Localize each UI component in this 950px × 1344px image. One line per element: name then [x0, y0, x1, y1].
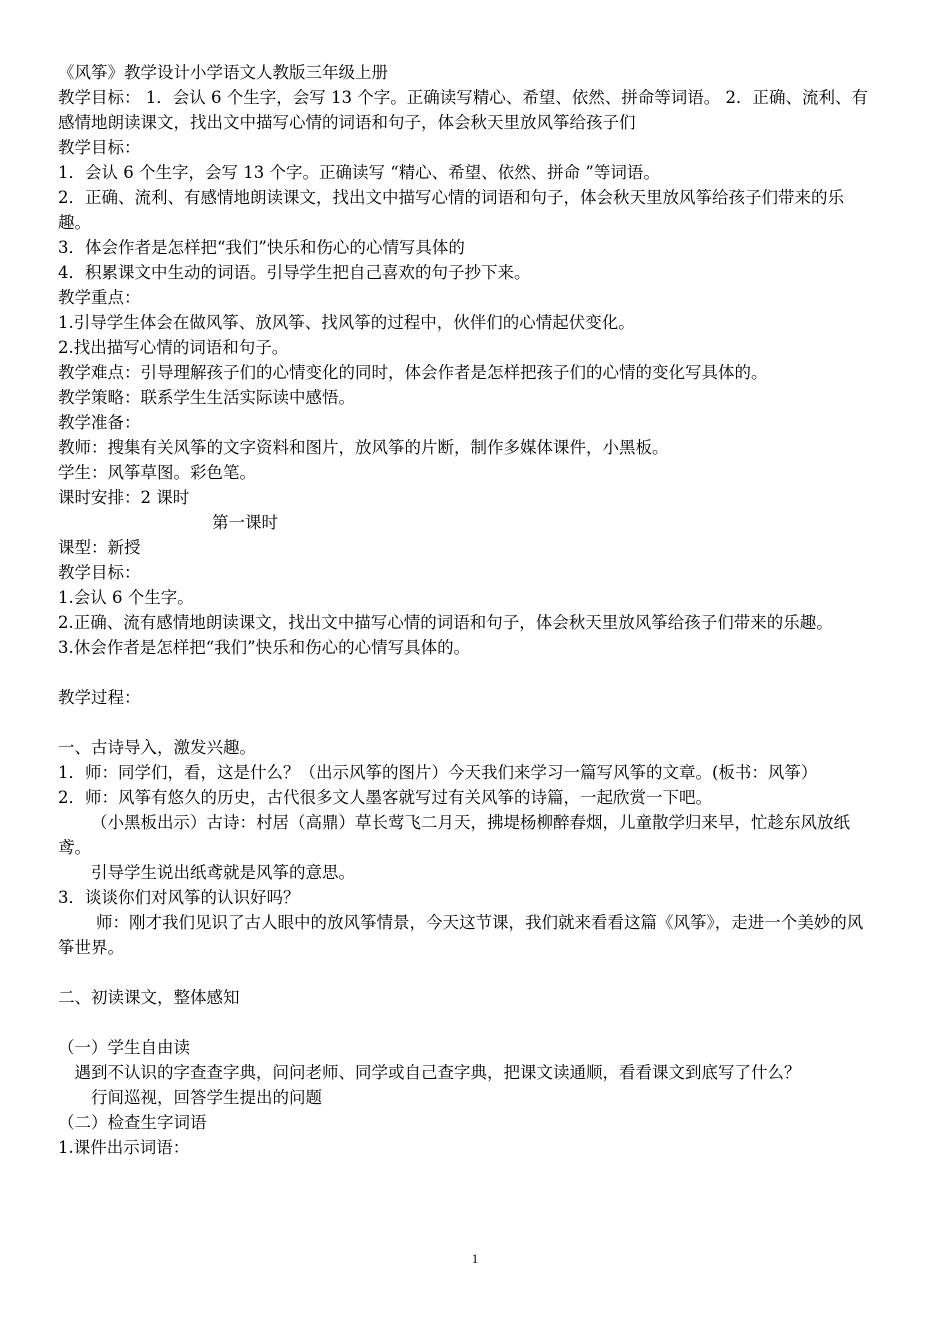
paragraph: 遇到不认识的字查查字典，问问老师、同学或自己查字典，把课文读通顺，看看课文到底写了什么？	[74, 1063, 801, 1082]
paragraph: 学生：风筝草图。彩色笔。	[58, 463, 256, 482]
section-heading: 教学准备：	[58, 413, 141, 432]
paragraph: 教学目标： 1．会认 6 个生字，会写 13 个字。正确读写精心、希望、依然、拼命等词语。 2．正确、流利、有感情地朗读课文，找出文中描写心情的词语和句子，体会秋天里放风筝给孩子们	[58, 88, 868, 132]
paragraph: 课型：新授	[58, 538, 141, 557]
section-heading: 教学目标：	[58, 563, 141, 582]
paragraph: 3．谈谈你们对风筝的认识好吗？	[58, 888, 300, 907]
document-title: 《风筝》教学设计小学语文人教版三年级上册	[58, 63, 388, 82]
paragraph: 教师：搜集有关风筝的文字资料和图片，放风筝的片断，制作多媒体课件，小黑板。	[58, 438, 669, 457]
blank-line	[58, 660, 868, 685]
subsection-heading: （一）学生自由读	[58, 1038, 190, 1057]
section-heading: 教学过程：	[58, 688, 141, 707]
paragraph: 2．师：风筝有悠久的历史，古代很多文人墨客就写过有关风筝的诗篇，一起欣赏一下吧。	[58, 788, 712, 807]
section-heading: 教学重点：	[58, 288, 141, 307]
paragraph: （小黑板出示）古诗：村居（高鼎）草长莺飞二月天，拂堤杨柳醉春烟，儿童散学归来早，忙趁东风放纸鸢。	[58, 813, 850, 857]
lesson-heading: 第一课时	[212, 513, 278, 532]
paragraph: 4．积累课文中生动的词语。引导学生把自己喜欢的句子抄下来。	[58, 263, 531, 282]
document-page	[58, 60, 868, 1160]
paragraph: 教学目标：	[58, 138, 141, 157]
blank-line	[58, 960, 868, 985]
paragraph: 1．师：同学们，看，这是什么？（出示风筝的图片）今天我们来学习一篇写风筝的文章。(板书：风筝）	[58, 763, 818, 782]
paragraph: 2.正确、流有感情地朗读课文，找出文中描写心情的词语和句子，体会秋天里放风筝给孩子们带来的乐趣。	[58, 613, 833, 632]
blank-line	[58, 710, 868, 735]
paragraph: 教学策略：联系学生生活实际读中感悟。	[58, 388, 355, 407]
paragraph: 1.引导学生体会在做风筝、放风筝、找风筝的过程中，伙伴们的心情起伏变化。	[58, 313, 635, 332]
paragraph: 2.找出描写心情的词语和句子。	[58, 338, 289, 357]
paragraph: 教学难点：引导理解孩子们的心情变化的同时，体会作者是怎样把孩子们的心情的变化写具体的。	[58, 363, 768, 382]
paragraph: 3．体会作者是怎样把“我们”快乐和伤心的心情写具体的	[58, 238, 465, 257]
paragraph: 引导学生说出纸鸢就是风筝的意思。	[91, 863, 355, 882]
paragraph: 3.休会作者是怎样把“我们”快乐和伤心的心情写具体的。	[58, 638, 471, 657]
blank-line	[58, 1010, 868, 1035]
section-heading: 一、古诗导入，激发兴趣。	[58, 738, 256, 757]
page-number: 1	[471, 1251, 479, 1266]
paragraph: 师：刚才我们见识了古人眼中的放风筝情景，今天这节课，我们就来看看这篇《风筝》，走进一个美妙的风筝世界。	[58, 913, 864, 957]
paragraph: 1．会认 6 个生字，会写 13 个字。正确读写 “精心、希望、依然、拼命 ”等词语。	[58, 163, 660, 182]
paragraph: 1.会认 6 个生字。	[58, 588, 194, 607]
paragraph: 课时安排：2 课时	[58, 488, 190, 507]
subsection-heading: （二）检查生字词语	[58, 1113, 207, 1132]
paragraph: 行间巡视，回答学生提出的问题	[91, 1088, 322, 1107]
section-heading: 二、初读课文，整体感知	[58, 988, 240, 1007]
paragraph: 2．正确、流利、有感情地朗读课文，找出文中描写心情的词语和句子，体会秋天里放风筝给孩子们带来的乐趣。	[58, 188, 844, 232]
paragraph: 1.课件出示词语：	[58, 1138, 190, 1157]
